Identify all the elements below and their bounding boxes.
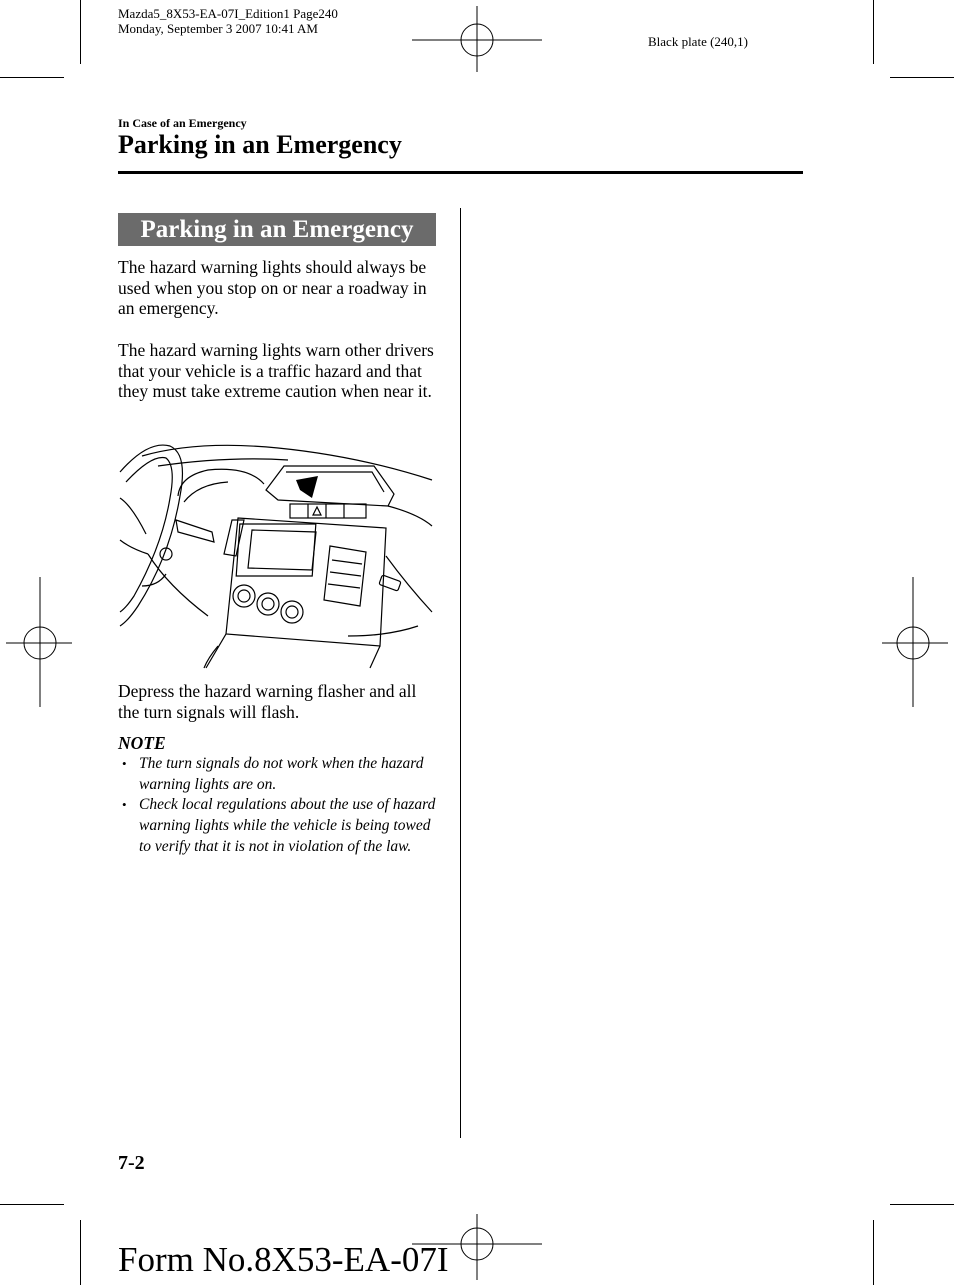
paragraph: Depress the hazard warning flasher and all the turn signals will flash. bbox=[118, 681, 417, 722]
print-file-name: Mazda5_8X53-EA-07I_Edition1 Page240 bbox=[118, 6, 338, 21]
title-rule bbox=[118, 171, 803, 174]
column-divider bbox=[460, 208, 461, 1138]
section-label: In Case of an Emergency bbox=[118, 116, 247, 130]
form-number: Form No.8X53-EA-07I bbox=[118, 1240, 449, 1279]
bullet-icon: • bbox=[122, 756, 127, 771]
registration-mark-right bbox=[882, 577, 948, 707]
crop-mark bbox=[873, 0, 874, 64]
page-number: 7-2 bbox=[118, 1152, 145, 1174]
crop-mark bbox=[890, 77, 954, 78]
paragraph: The hazard warning lights warn other drivers that your vehicle is a traffic hazard and that they must take extreme caution when near it. bbox=[118, 340, 434, 402]
bullet-icon: • bbox=[122, 797, 127, 813]
list-item bbox=[118, 795, 440, 857]
paragraph: The hazard warning lights should always be used when you stop on or near a roadway in an emergency. bbox=[118, 257, 427, 319]
registration-mark-left bbox=[6, 577, 72, 707]
page-title: Parking in an Emergency bbox=[118, 130, 402, 159]
print-date: Monday, September 3 2007 10:41 AM bbox=[118, 21, 318, 36]
section-heading: Parking in an Emergency bbox=[118, 213, 436, 246]
black-plate-label: Black plate (240,1) bbox=[648, 34, 748, 49]
note-heading: NOTE bbox=[118, 733, 166, 753]
crop-mark bbox=[0, 1204, 64, 1205]
note-text: The turn signals do not work when the hazard warning lights are on. bbox=[139, 755, 424, 793]
crop-mark bbox=[873, 1220, 874, 1285]
crop-mark bbox=[890, 1204, 954, 1205]
note-list bbox=[118, 754, 440, 858]
note-text: Check local regulations about the use of hazard warning lights while the vehicle is being towed to verify that it is not in violation of the law. bbox=[139, 796, 436, 855]
crop-mark bbox=[80, 0, 81, 64]
registration-mark-top bbox=[412, 6, 542, 72]
crop-mark bbox=[80, 1220, 81, 1285]
list-item bbox=[118, 754, 440, 795]
crop-mark bbox=[0, 77, 64, 78]
dashboard-hazard-switch-illustration bbox=[118, 436, 434, 669]
